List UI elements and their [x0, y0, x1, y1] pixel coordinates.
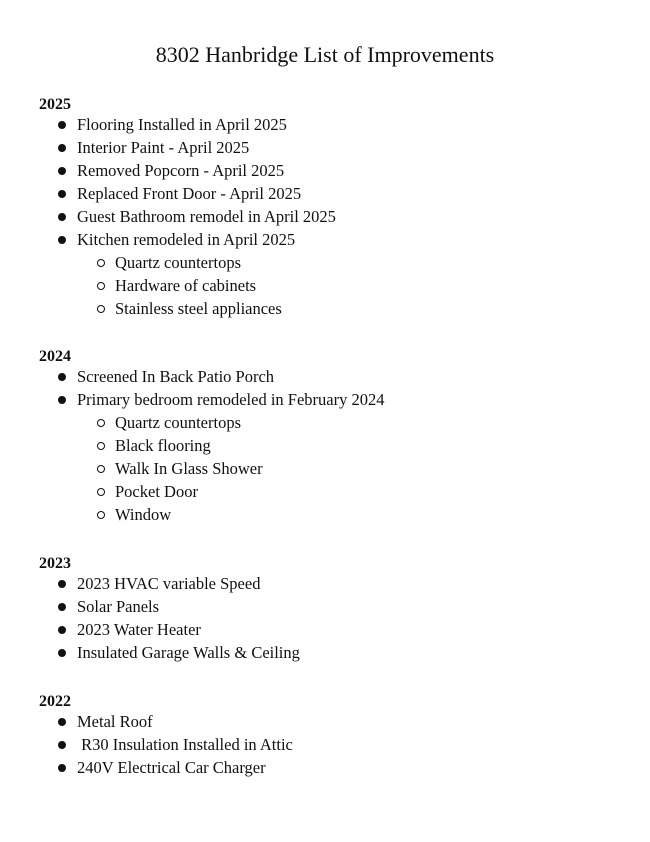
list-item: [0, 159, 650, 182]
item-label: 2023 Water Heater: [77, 620, 201, 639]
sub-list-item: [0, 503, 650, 526]
bullet-icon: [58, 121, 66, 129]
bullet-icon: [58, 603, 66, 611]
bullet-icon: [58, 649, 66, 657]
list-item: [0, 595, 650, 618]
list-item: [0, 205, 650, 228]
item-label: 2023 HVAC variable Speed: [77, 574, 261, 593]
sub-item-label: Stainless steel appliances: [115, 299, 282, 318]
list-item: [0, 136, 650, 159]
item-label: Removed Popcorn - April 2025: [77, 161, 285, 180]
sub-item-label: Pocket Door: [115, 482, 198, 501]
item-label: Replaced Front Door - April 2025: [77, 184, 302, 203]
sub-item-label: Walk In Glass Shower: [115, 459, 263, 478]
sub-list-item: [0, 480, 650, 503]
sub-list-item: [0, 297, 650, 320]
item-label: R30 Insulation Installed in Attic: [77, 735, 293, 754]
sub-item-label: Quartz countertops: [115, 253, 241, 272]
bullet-icon: [58, 741, 66, 749]
list-item: [0, 388, 650, 411]
hollow-bullet-icon: [97, 442, 105, 450]
hollow-bullet-icon: [97, 259, 105, 267]
bullet-icon: [58, 396, 66, 404]
list-item: [0, 572, 650, 595]
item-label: Metal Roof: [77, 712, 153, 731]
sub-item-label: Window: [115, 505, 172, 524]
bullet-icon: [58, 764, 66, 772]
year-heading: 2025: [39, 96, 71, 113]
list-item: [0, 756, 650, 779]
item-label: Solar Panels: [77, 597, 160, 616]
bullet-icon: [58, 167, 66, 175]
list-item: [0, 113, 650, 136]
sub-item-label: Black flooring: [115, 436, 211, 455]
item-label: Insulated Garage Walls & Ceiling: [77, 643, 300, 662]
sub-list-item: [0, 274, 650, 297]
year-heading: 2024: [39, 348, 71, 365]
list-item: [0, 182, 650, 205]
list-item: [0, 641, 650, 664]
bullet-icon: [58, 626, 66, 634]
year-heading: 2022: [39, 693, 71, 710]
bullet-icon: [58, 373, 66, 381]
improvement-list: [0, 365, 650, 526]
improvement-list: [0, 710, 650, 779]
item-label: Primary bedroom remodeled in February 2024: [77, 390, 385, 409]
page-title: 8302 Hanbridge List of Improvements: [155, 42, 495, 67]
hollow-bullet-icon: [97, 419, 105, 427]
hollow-bullet-icon: [97, 511, 105, 519]
hollow-bullet-icon: [97, 488, 105, 496]
sub-list-item: [0, 411, 650, 434]
item-label: Interior Paint - April 2025: [77, 138, 250, 157]
year-heading: 2023: [39, 555, 71, 572]
hollow-bullet-icon: [97, 282, 105, 290]
item-label: Screened In Back Patio Porch: [77, 367, 275, 386]
sub-item-label: Hardware of cabinets: [115, 276, 257, 295]
sub-list-item: [0, 251, 650, 274]
list-item: [0, 618, 650, 641]
hollow-bullet-icon: [97, 465, 105, 473]
bullet-icon: [58, 213, 66, 221]
hollow-bullet-icon: [97, 305, 105, 313]
improvement-list: [0, 113, 650, 320]
improvement-list: [0, 572, 650, 664]
list-item: [0, 733, 650, 756]
sub-item-label: Quartz countertops: [115, 413, 241, 432]
item-label: Flooring Installed in April 2025: [77, 115, 287, 134]
bullet-icon: [58, 190, 66, 198]
bullet-icon: [58, 144, 66, 152]
bullet-icon: [58, 580, 66, 588]
list-item: [0, 710, 650, 733]
bullet-icon: [58, 718, 66, 726]
item-label: Guest Bathroom remodel in April 2025: [77, 207, 336, 226]
item-label: 240V Electrical Car Charger: [77, 758, 266, 777]
sub-list-item: [0, 457, 650, 480]
list-item: [0, 228, 650, 251]
sub-list-item: [0, 434, 650, 457]
list-item: [0, 365, 650, 388]
item-label: Kitchen remodeled in April 2025: [77, 230, 296, 249]
bullet-icon: [58, 236, 66, 244]
